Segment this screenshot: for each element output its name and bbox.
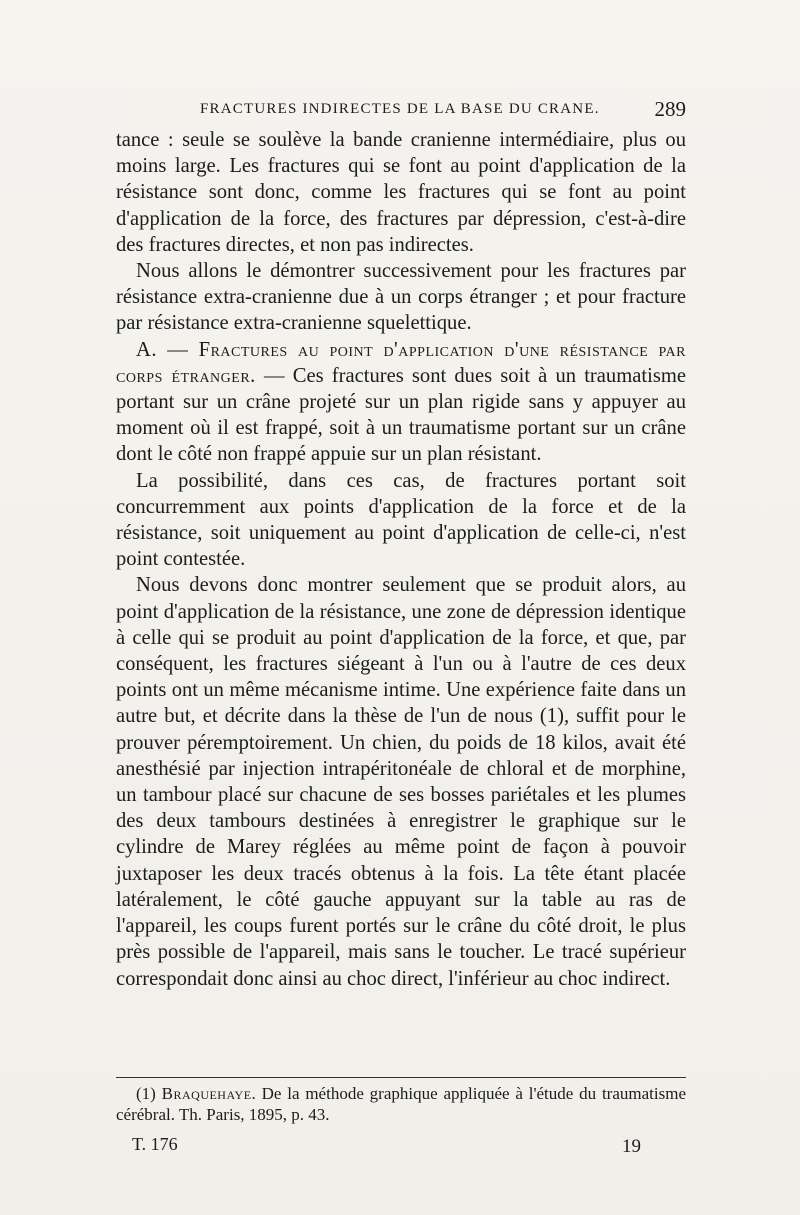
paragraph-3-text: — Ces fractures sont dues soit à un traumatisme portant sur un crâne projeté sur un plan rigide sans y appuyer au moment où il est frappé, soit à un traumatisme portant sur un crâne dont le côté non frappé appuie sur un plan résistant. xyxy=(116,364,686,466)
footnote-text: . De la méthode graphique appliquée à l'étude du traumatisme cérébral. Th. Paris, 1895, p. 43. xyxy=(116,1084,686,1124)
body-text xyxy=(116,127,686,992)
printer-signature: T. 176 xyxy=(132,1134,178,1154)
page-number: 289 xyxy=(654,97,686,121)
paragraph-1: tance : seule se soulève la bande cranienne intermédiaire, plus ou moins large. Les fractures qui se font au point d'application de la résistance sont donc, comme les fractures qui se font au point d'application de la force, des fractures par dépression, c'est-à-dire des fractures directes, et non pas indirectes. xyxy=(116,129,686,256)
footnote-marker: (1) xyxy=(136,1084,162,1103)
footnote-divider xyxy=(116,1077,686,1078)
page-header xyxy=(116,94,686,124)
paragraph-3 xyxy=(116,337,686,468)
paragraph-4: La possibilité, dans ces cas, de fractures portant soit concurremment aux points d'application de la force et de la résistance, soit uniquement au point d'application de celle-ci, n'est point contestée. xyxy=(116,469,686,571)
paragraph-5: Nous devons donc montrer seulement que se produit alors, au point d'application de la résistance, une zone de dépression identique à celle qui se produit au point d'application de la force, et que, par conséquent, les fractures siégeant à l'un ou à l'autre de ces deux points ont un même mécanisme intime. Une expérience faite dans un autre but, et décrite dans la thèse de l'un de nous (1), suffit pour le prouver péremptoirement. Un chien, du poids de 18 kilos, avait été anesthésié par injection intrapéritonéale de chloral et de morphine, un tambour placé sur chacune de ses bosses pariétales et les plumes des deux tambours destinées à enregistrer le graphique sur le cylindre de Marey réglées au même point de façon à pouvoir juxtaposer les deux tracés obtenus à la fois. La tête étant placée latéralement, le côté gauche appuyant sur la table au ras de l'appareil, les coups furent portés sur le crâne du côté droit, le plus près possible de l'appareil, mais sans le toucher. Le tracé supérieur correspondait donc ainsi au choc direct, l'inférieur au choc indirect. xyxy=(116,574,686,990)
footnote xyxy=(116,1083,686,1125)
sheet-number: 19 xyxy=(622,1136,641,1157)
paragraph-2: Nous allons le démontrer successivement pour les fractures par résistance extra-cranienne due à un corps étranger ; et pour fracture par résistance extra-cranienne squelettique. xyxy=(116,260,686,335)
running-head: FRACTURES INDIRECTES DE LA BASE DU CRANE. xyxy=(200,101,600,117)
section-heading: A. — Fractures au point d'application d'une résistance par corps étranger. xyxy=(116,338,686,387)
footnote-author: Braquehaye xyxy=(161,1084,252,1103)
